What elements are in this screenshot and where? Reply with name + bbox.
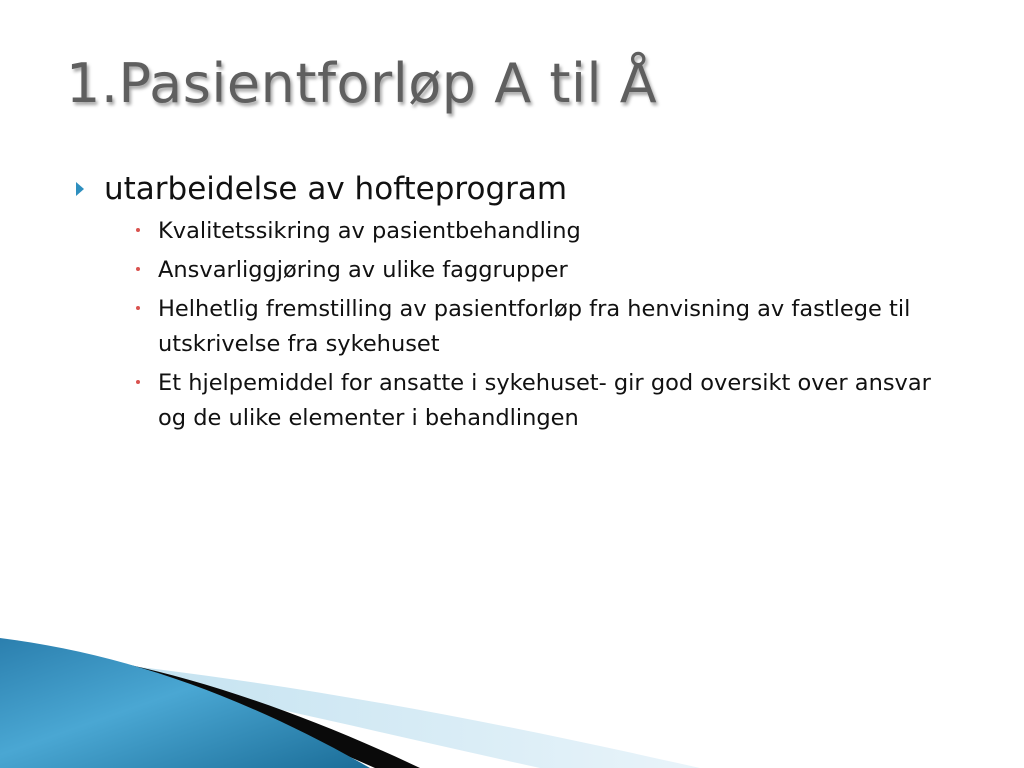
- decorative-wave-graphic: [0, 638, 1024, 768]
- sub-bullet: [134, 292, 954, 362]
- main-bullet: [74, 168, 954, 210]
- dot-icon: [134, 366, 158, 401]
- sub-bullet: [134, 214, 954, 249]
- sub-bullet: [134, 366, 954, 436]
- dot-icon: [134, 253, 158, 288]
- triangle-right-icon: [74, 168, 104, 210]
- dot-icon: [134, 292, 158, 327]
- sub-bullet-text: Helhetlig fremstilling av pasientforløp fra henvisning av fastlege til utskrivelse fra sykehuset: [158, 296, 911, 357]
- sub-bullet-text: Et hjelpemiddel for ansatte i sykehuset- gir god oversikt over ansvar og de ulike elementer i behandlingen: [158, 370, 931, 431]
- dot-icon: [134, 214, 158, 249]
- sub-bullet-text: Kvalitetssikring av pasientbehandling: [158, 218, 581, 244]
- slide-content: [74, 168, 954, 440]
- sub-bullet-text: Ansvarliggjøring av ulike faggrupper: [158, 257, 568, 283]
- main-bullet-text: utarbeidelse av hofteprogram: [104, 171, 568, 207]
- sub-bullet-list: [74, 214, 954, 436]
- slide-title: 1.Pasientforløp A til Å: [66, 52, 658, 115]
- sub-bullet: [134, 253, 954, 288]
